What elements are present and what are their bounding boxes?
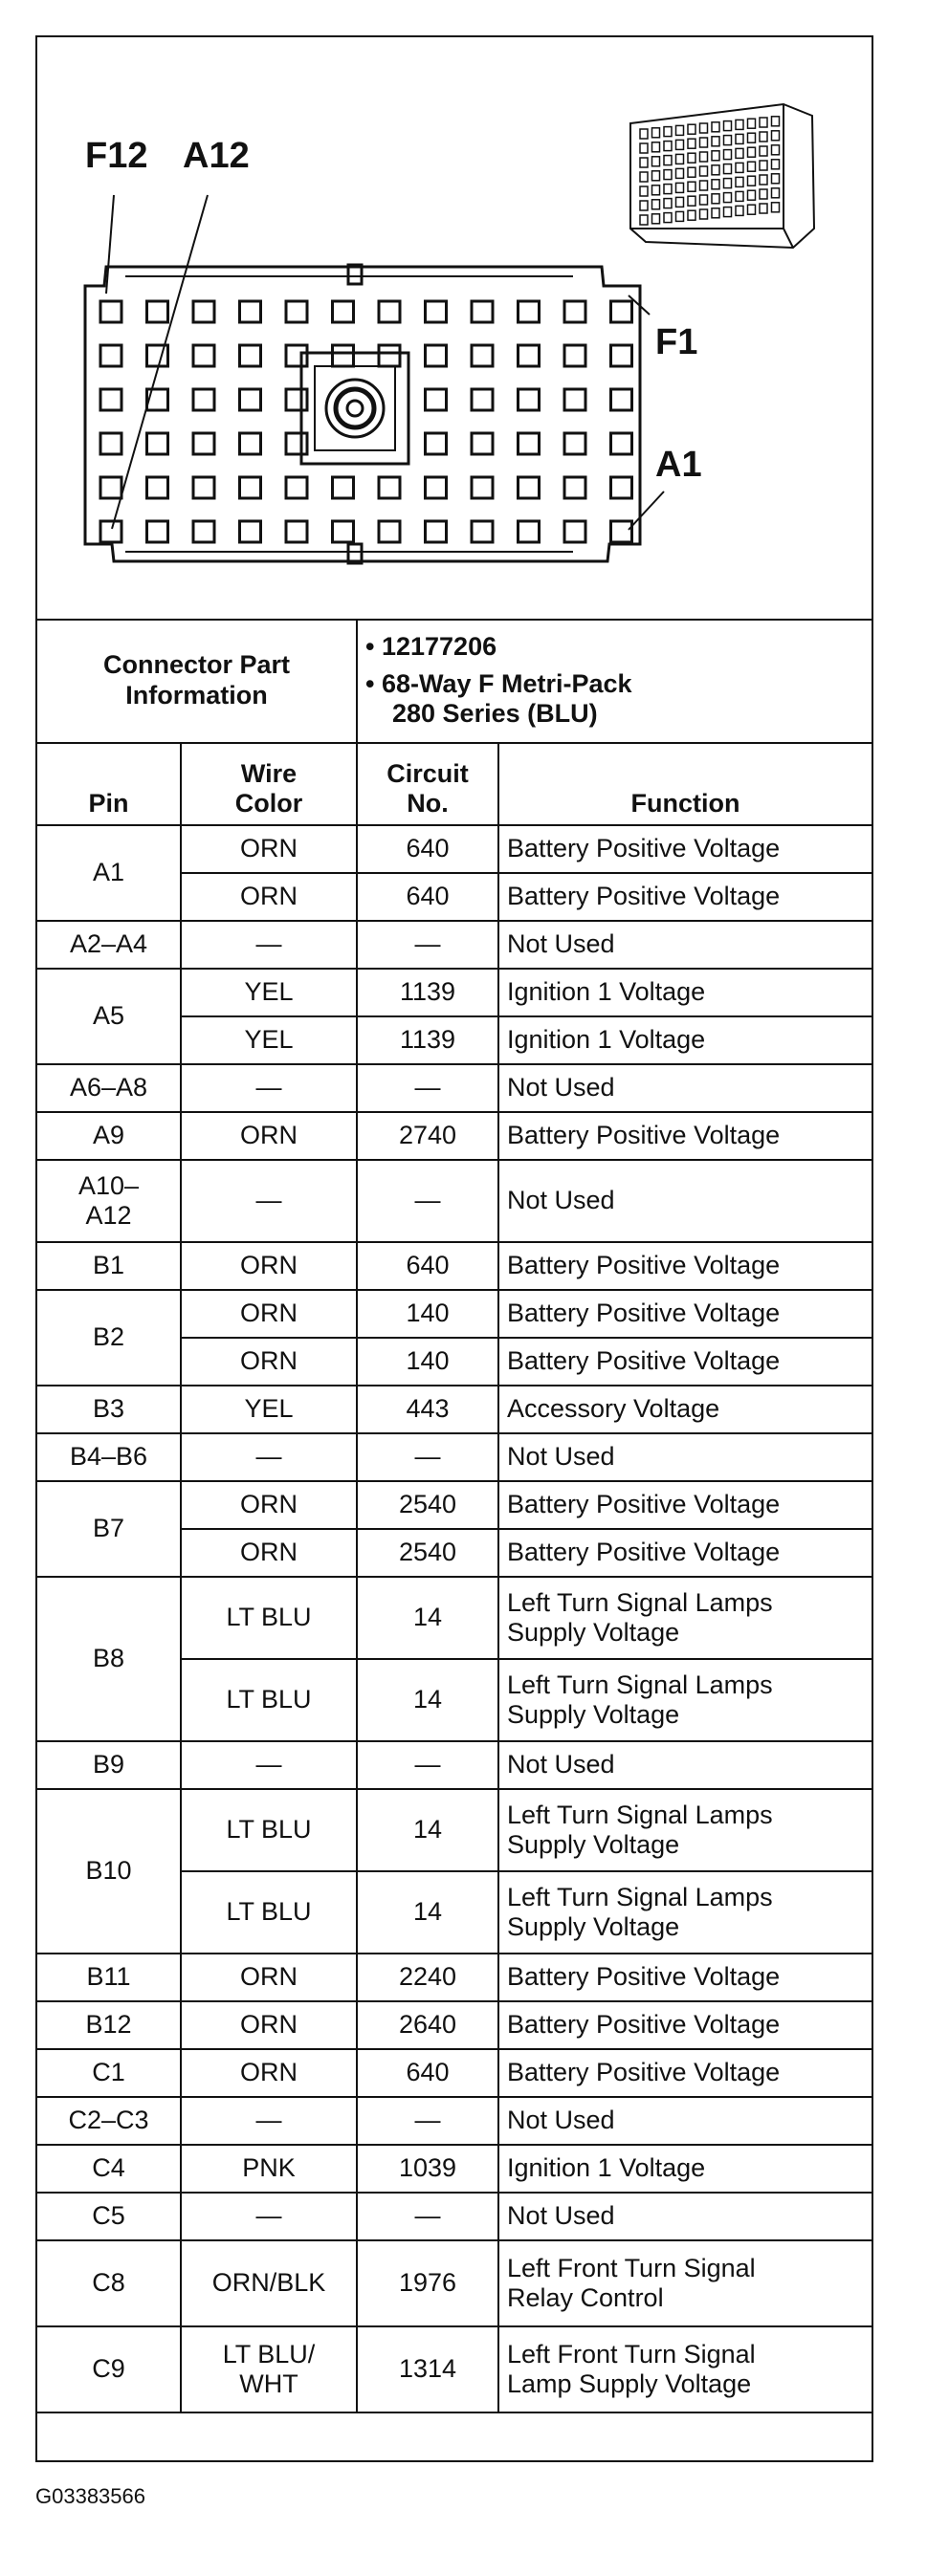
callout-f1: F1 xyxy=(655,322,698,362)
pin-cavity xyxy=(519,477,540,498)
pin-cavity xyxy=(100,433,121,454)
pin-cavity xyxy=(519,345,540,366)
wire-cell: ORN xyxy=(181,2049,357,2097)
pin-cell: B7 xyxy=(37,1481,181,1577)
table-row xyxy=(37,2001,872,2049)
circuit-cell: — xyxy=(357,921,498,969)
wire-cell: ORN/BLK xyxy=(181,2240,357,2326)
pin-cavity xyxy=(193,477,214,498)
pin-cavity xyxy=(611,301,632,322)
table-row xyxy=(37,2097,872,2145)
pin-cavity xyxy=(426,345,447,366)
pin-cavity xyxy=(147,301,168,322)
table-row xyxy=(37,969,872,1016)
pin-cavity xyxy=(193,389,214,410)
pin-cell: A6–A8 xyxy=(37,1064,181,1112)
pin-cavity xyxy=(472,389,493,410)
pin-cavity xyxy=(379,477,400,498)
wire-cell: ORN xyxy=(181,825,357,873)
pin-cavity xyxy=(193,521,214,542)
pin-cell: A1 xyxy=(37,825,181,921)
function-cell: Battery Positive Voltage xyxy=(498,1242,872,1290)
pin-cavity xyxy=(333,477,354,498)
circuit-cell: 14 xyxy=(357,1789,498,1871)
header-pin: Pin xyxy=(37,743,181,825)
function-cell: Not Used xyxy=(498,1433,872,1481)
pin-cell: B1 xyxy=(37,1242,181,1290)
pin-cavity xyxy=(426,301,447,322)
circuit-cell: 1314 xyxy=(357,2326,498,2412)
pin-cavity xyxy=(100,345,121,366)
function-cell: Not Used xyxy=(498,921,872,969)
callout-a12: A12 xyxy=(183,136,250,176)
wire-cell: LT BLU xyxy=(181,1577,357,1659)
function-cell: Not Used xyxy=(498,1741,872,1789)
pin-cavity xyxy=(100,477,121,498)
circuit-cell: 14 xyxy=(357,1577,498,1659)
pin-cavity xyxy=(611,389,632,410)
pin-cavity xyxy=(193,301,214,322)
function-cell: Battery Positive Voltage xyxy=(498,2001,872,2049)
circuit-cell: 2540 xyxy=(357,1529,498,1577)
pin-cavity xyxy=(472,345,493,366)
pin-cavity xyxy=(147,521,168,542)
circuit-cell: 1039 xyxy=(357,2145,498,2193)
pin-cavity xyxy=(240,521,261,542)
wire-cell: ORN xyxy=(181,1338,357,1386)
circuit-cell: 640 xyxy=(357,873,498,921)
pin-cavity xyxy=(240,477,261,498)
pin-cavity xyxy=(564,301,585,322)
part-number-bullet: • 12177206 xyxy=(365,631,497,661)
pin-cavity xyxy=(333,345,354,366)
pin-cavity xyxy=(286,345,307,366)
pin-cell: A5 xyxy=(37,969,181,1064)
callout-a1: A1 xyxy=(655,445,702,485)
pin-cavity xyxy=(519,301,540,322)
wire-cell: YEL xyxy=(181,1386,357,1433)
function-cell: Ignition 1 Voltage xyxy=(498,1016,872,1064)
table-row xyxy=(37,2326,872,2412)
pin-cavity xyxy=(193,345,214,366)
connector-pinout-table xyxy=(37,619,872,2413)
circuit-cell: 1976 xyxy=(357,2240,498,2326)
function-cell: Battery Positive Voltage xyxy=(498,873,872,921)
pin-cavity xyxy=(472,477,493,498)
connector-info-label: Connector Part Information xyxy=(37,619,357,743)
table-row xyxy=(37,1242,872,1290)
pin-cavity xyxy=(147,433,168,454)
header-circuit-no: Circuit No. xyxy=(357,743,498,825)
function-cell: Ignition 1 Voltage xyxy=(498,969,872,1016)
function-cell: Battery Positive Voltage xyxy=(498,825,872,873)
function-cell: Battery Positive Voltage xyxy=(498,1954,872,2001)
pin-cell: B8 xyxy=(37,1577,181,1741)
wire-cell: — xyxy=(181,921,357,969)
wire-cell: LT BLU/ WHT xyxy=(181,2326,357,2412)
wire-cell: ORN xyxy=(181,1112,357,1160)
function-cell: Battery Positive Voltage xyxy=(498,1290,872,1338)
circuit-cell: 443 xyxy=(357,1386,498,1433)
function-cell: Battery Positive Voltage xyxy=(498,1338,872,1386)
pin-cell: B10 xyxy=(37,1789,181,1954)
pin-cavity xyxy=(286,389,307,410)
pin-cavity xyxy=(472,433,493,454)
pin-cavity xyxy=(472,301,493,322)
function-cell: Not Used xyxy=(498,1064,872,1112)
header-function: Function xyxy=(498,743,872,825)
circuit-cell: 14 xyxy=(357,1871,498,1954)
pin-cavity xyxy=(519,521,540,542)
function-cell: Battery Positive Voltage xyxy=(498,1481,872,1529)
table-row xyxy=(37,1112,872,1160)
function-cell: Battery Positive Voltage xyxy=(498,1112,872,1160)
table-row xyxy=(37,1290,872,1338)
function-cell: Not Used xyxy=(498,2097,872,2145)
circuit-cell: 2740 xyxy=(357,1112,498,1160)
circuit-cell: 2640 xyxy=(357,2001,498,2049)
table-row xyxy=(37,1954,872,2001)
table-row xyxy=(37,2049,872,2097)
pin-cell: B2 xyxy=(37,1290,181,1386)
wire-cell: LT BLU xyxy=(181,1659,357,1741)
pin-cavity xyxy=(240,389,261,410)
pin-cell: C1 xyxy=(37,2049,181,2097)
connector-info-row xyxy=(37,619,872,743)
circuit-cell: — xyxy=(357,1064,498,1112)
pin-cell: B12 xyxy=(37,2001,181,2049)
circuit-cell: — xyxy=(357,2193,498,2240)
circuit-cell: — xyxy=(357,1741,498,1789)
pin-cavity xyxy=(147,477,168,498)
pin-cavity xyxy=(426,477,447,498)
wire-cell: ORN xyxy=(181,1481,357,1529)
connector-info-values: • 12177206 • 68-Way F Metri-Pack 280 Series (BLU) xyxy=(357,619,872,743)
table-row xyxy=(37,1741,872,1789)
wire-cell: YEL xyxy=(181,1016,357,1064)
circuit-cell: 14 xyxy=(357,1659,498,1741)
wire-cell: — xyxy=(181,1160,357,1242)
wire-cell: YEL xyxy=(181,969,357,1016)
function-cell: Battery Positive Voltage xyxy=(498,2049,872,2097)
wire-cell: ORN xyxy=(181,1529,357,1577)
pin-cavity xyxy=(379,345,400,366)
circuit-cell: 140 xyxy=(357,1290,498,1338)
pin-cavity xyxy=(564,389,585,410)
table-row xyxy=(37,2145,872,2193)
connector-end-view-sheet xyxy=(35,35,873,2462)
wire-cell: — xyxy=(181,1433,357,1481)
pin-cell: A10– A12 xyxy=(37,1160,181,1242)
pin-cavity xyxy=(333,521,354,542)
pin-cavity xyxy=(286,521,307,542)
pin-cell: B4–B6 xyxy=(37,1433,181,1481)
pin-cavity xyxy=(100,389,121,410)
pin-cell: C8 xyxy=(37,2240,181,2326)
pin-cavity xyxy=(426,389,447,410)
pin-cavity xyxy=(611,521,632,542)
pin-cell: C9 xyxy=(37,2326,181,2412)
table-row xyxy=(37,1433,872,1481)
pin-cell: C2–C3 xyxy=(37,2097,181,2145)
pin-cavity xyxy=(611,345,632,366)
pin-cell: A2–A4 xyxy=(37,921,181,969)
circuit-cell: 1139 xyxy=(357,969,498,1016)
pin-cavity xyxy=(147,389,168,410)
table-row xyxy=(37,1064,872,1112)
wire-cell: LT BLU xyxy=(181,1871,357,1954)
function-cell: Left Turn Signal Lamps Supply Voltage xyxy=(498,1871,872,1954)
table-row xyxy=(37,1577,872,1659)
pin-cavity xyxy=(286,301,307,322)
circuit-cell: 1139 xyxy=(357,1016,498,1064)
function-cell: Ignition 1 Voltage xyxy=(498,2145,872,2193)
function-cell: Left Front Turn Signal Lamp Supply Voltage xyxy=(498,2326,872,2412)
pin-cavity xyxy=(472,521,493,542)
wire-cell: — xyxy=(181,2193,357,2240)
figure-id: G03383566 xyxy=(35,2484,145,2508)
table-row xyxy=(37,825,872,873)
function-cell: Not Used xyxy=(498,1160,872,1242)
wire-cell: ORN xyxy=(181,873,357,921)
pin-cavity xyxy=(564,345,585,366)
circuit-cell: 140 xyxy=(357,1338,498,1386)
circuit-cell: 640 xyxy=(357,1242,498,1290)
table-row xyxy=(37,2193,872,2240)
connector-drawing xyxy=(37,37,872,619)
pin-cavity xyxy=(147,345,168,366)
wire-cell: ORN xyxy=(181,1290,357,1338)
wire-cell: — xyxy=(181,2097,357,2145)
wire-cell: ORN xyxy=(181,1954,357,2001)
pin-cell: B3 xyxy=(37,1386,181,1433)
circuit-cell: 640 xyxy=(357,2049,498,2097)
table-row xyxy=(37,1481,872,1529)
pin-cavity xyxy=(519,389,540,410)
pin-cell: A9 xyxy=(37,1112,181,1160)
pin-cavity xyxy=(426,521,447,542)
pin-cell: B9 xyxy=(37,1741,181,1789)
pin-cavity xyxy=(564,521,585,542)
wire-cell: — xyxy=(181,1064,357,1112)
pin-cavity xyxy=(286,433,307,454)
header-wire-color: Wire Color xyxy=(181,743,357,825)
pin-cavity xyxy=(100,301,121,322)
wire-cell: ORN xyxy=(181,1242,357,1290)
callout-f12: F12 xyxy=(85,136,148,176)
pin-cell: B11 xyxy=(37,1954,181,2001)
wire-cell: LT BLU xyxy=(181,1789,357,1871)
table-row xyxy=(37,921,872,969)
table-row xyxy=(37,1386,872,1433)
function-cell: Left Turn Signal Lamps Supply Voltage xyxy=(498,1577,872,1659)
pin-cavity xyxy=(611,477,632,498)
table-row xyxy=(37,2240,872,2326)
circuit-cell: 2240 xyxy=(357,1954,498,2001)
pin-cavity xyxy=(379,301,400,322)
connector-diagram xyxy=(37,37,872,621)
function-cell: Battery Positive Voltage xyxy=(498,1529,872,1577)
table-row xyxy=(37,1789,872,1871)
pin-cavity xyxy=(240,345,261,366)
function-cell: Not Used xyxy=(498,2193,872,2240)
pin-cavity xyxy=(240,433,261,454)
function-cell: Left Turn Signal Lamps Supply Voltage xyxy=(498,1659,872,1741)
function-cell: Accessory Voltage xyxy=(498,1386,872,1433)
wire-cell: — xyxy=(181,1741,357,1789)
circuit-cell: — xyxy=(357,2097,498,2145)
pin-cavity xyxy=(519,433,540,454)
pin-cavity xyxy=(240,301,261,322)
pin-cavity xyxy=(286,477,307,498)
circuit-cell: — xyxy=(357,1160,498,1242)
column-header-row xyxy=(37,743,872,825)
pin-cavity xyxy=(426,433,447,454)
pin-cavity xyxy=(100,521,121,542)
pin-cavity xyxy=(379,521,400,542)
description-bullet: • 68-Way F Metri-Pack xyxy=(365,668,632,698)
table-row xyxy=(37,1160,872,1242)
pin-cavity xyxy=(193,433,214,454)
circuit-cell: — xyxy=(357,1433,498,1481)
circuit-cell: 640 xyxy=(357,825,498,873)
wire-cell: PNK xyxy=(181,2145,357,2193)
function-cell: Left Turn Signal Lamps Supply Voltage xyxy=(498,1789,872,1871)
pin-cavity xyxy=(333,301,354,322)
pin-cavity xyxy=(564,477,585,498)
pin-cavity xyxy=(611,433,632,454)
pin-cavity xyxy=(564,433,585,454)
circuit-cell: 2540 xyxy=(357,1481,498,1529)
wire-cell: ORN xyxy=(181,2001,357,2049)
function-cell: Left Front Turn Signal Relay Control xyxy=(498,2240,872,2326)
pin-cell: C4 xyxy=(37,2145,181,2193)
pin-cell: C5 xyxy=(37,2193,181,2240)
